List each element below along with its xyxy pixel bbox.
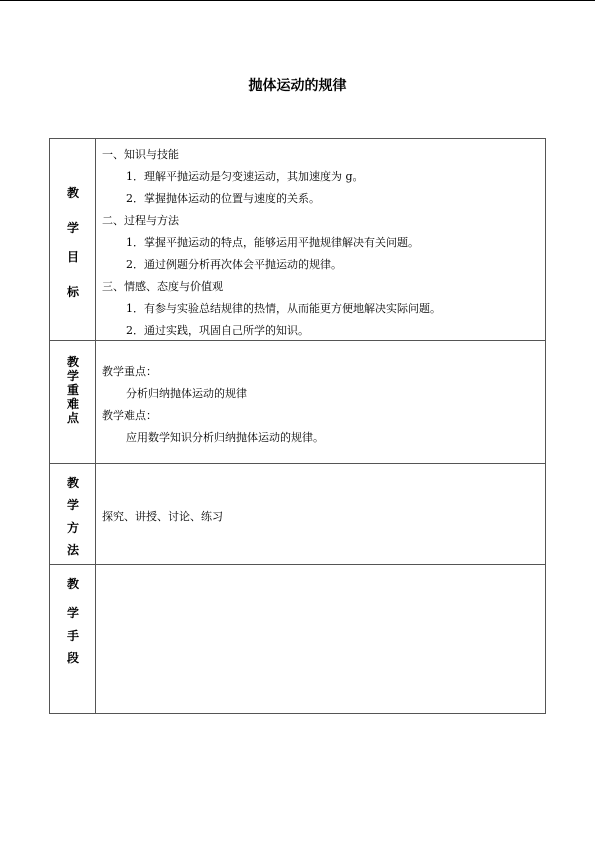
objective-item: 1．理解平抛运动是匀变速运动，其加速度为 g。 [126,170,364,183]
key-point-text: 分析归纳抛体运动的规律 [126,387,247,400]
means-content [96,565,545,713]
row-teaching-means [50,565,545,713]
heading-difficult-point: 教学难点： [102,409,157,422]
label-char: 教 [66,577,79,591]
label-char: 法 [66,543,79,557]
objective-item: 1．掌握平抛运动的特点，能够运用平抛规律解决有关问题。 [126,236,419,249]
page-title: 抛体运动的规律 [248,78,347,94]
heading-knowledge-skills: 一、知识与技能 [102,148,179,161]
methods-content [96,464,545,564]
top-rule [0,0,595,1]
label-char: 教 [66,355,79,369]
methods-text: 探究、讲授、讨论、练习 [102,510,223,523]
row-teaching-methods [50,464,545,565]
row-teaching-objectives [50,139,545,341]
label-char: 方 [66,521,79,535]
objectives-content [96,139,545,340]
heading-emotion-values: 三、情感、态度与价值观 [102,280,223,293]
label-char: 手 [66,629,79,643]
label-char: 学 [66,498,79,512]
row-label-methods [50,464,96,564]
label-char: 目 [66,250,79,264]
heading-key-point: 教学重点： [102,365,157,378]
label-char: 教 [66,186,79,200]
row-label-key-points [50,341,96,463]
objective-item: 2．掌握抛体运动的位置与速度的关系。 [126,192,320,205]
objective-item: 2．通过例题分析再次体会平抛运动的规律。 [126,258,342,271]
difficult-point-text: 应用数学知识分析归纳抛体运动的规律。 [126,431,324,444]
objective-item: 2．通过实践，巩固自己所学的知识。 [126,324,309,337]
label-char: 难 [66,397,79,411]
label-char: 教 [66,476,79,490]
lesson-plan-table [49,138,546,714]
label-char: 学 [66,606,79,620]
row-label-means [50,565,96,713]
label-char: 标 [66,285,79,299]
label-char: 重 [66,383,79,397]
heading-process-methods: 二、过程与方法 [102,214,179,227]
key-points-content [96,341,545,463]
label-char: 学 [66,221,79,235]
row-label-objectives [50,139,96,340]
label-char: 点 [66,411,79,425]
row-key-difficult-points [50,341,545,464]
label-char: 段 [66,651,79,665]
label-char: 学 [66,369,79,383]
objective-item: 1．有参与实验总结规律的热情，从而能更方便地解决实际问题。 [126,302,441,315]
